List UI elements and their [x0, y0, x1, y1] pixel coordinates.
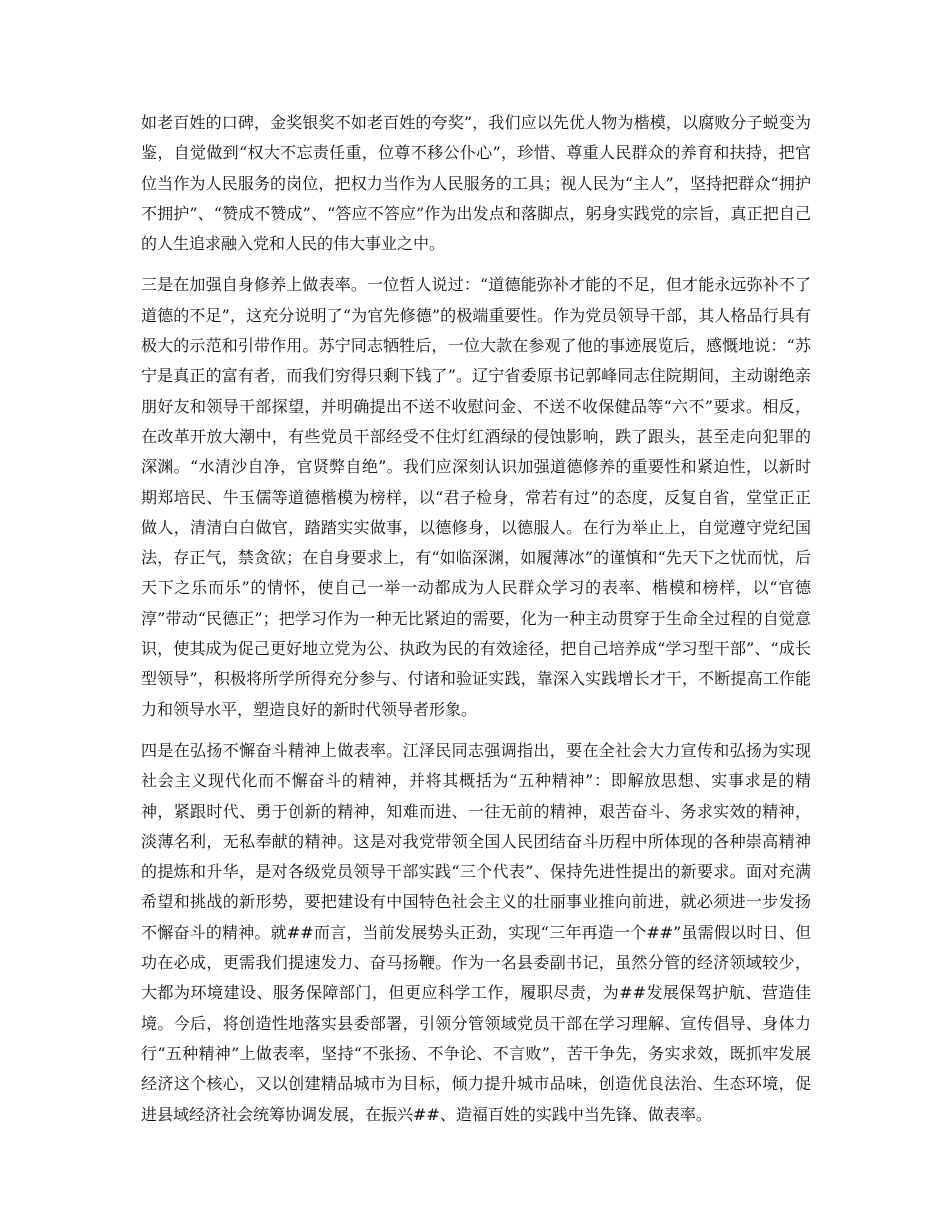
- paragraph-self-cultivation: 三是在加强自身修养上做表率。一位哲人说过：“道德能弥补才能的不足，但才能永远弥补不了道德的不足”，这充分说明了“为官先修德”的极端重要性。作为党员领导干部，其人格品行具有极大的示范和引带作用。苏宁同志牺牲后，一位大款在参观了他的事迹展览后，感慨地说：“苏宁是真正的富有者，而我们穷得只剩下钱了”。辽宁省委原书记郭峰同志住院期间，主动谢绝亲朋好友和领导干部探望，并明确提出不送不收慰问金、不送不收保健品等“六不”要求。相反，在改革开放大潮中，有些党员干部经受不住灯红酒绿的侵蚀影响，跌了跟头，甚至走向犯罪的深渊。“水清沙自净，官贤弊自绝”。我们应深刻认识加强道德修养的重要性和紧迫性，以新时期郑培民、牛玉儒等道德楷模为榜样，以“君子检身，常若有过”的态度，反复自省，堂堂正正做人，清清白白做官，踏踏实实做事，以德修身，以德服人。在行为举止上，自觉遵守党纪国法，存正气，禁贪欲；在自身要求上，有“如临深渊，如履薄冰”的谨慎和“先天下之忧而忧，后天下之乐而乐”的情怀，使自己一举一动都成为人民群众学习的表率、楷模和榜样，以“官德淳”带动“民德正”；把学习作为一种无比紧迫的需要，化为一种主动贯穿于生命全过程的自觉意识，使其成为促己更好地立党为公、执政为民的有效途径，把自己培养成“学习型干部”、“成长型领导”，积极将所学所得充分参与、付诸和验证实践，靠深入实践增长才干，不断提高工作能力和领导水平，塑造良好的新时代领导者形象。: [141, 275, 811, 719]
- paragraph-striving-spirit: 四是在弘扬不懈奋斗精神上做表率。江泽民同志强调指出，要在全社会大力宣传和弘扬为实现社会主义现代化而不懈奋斗的精神，并将其概括为“五种精神”：即解放思想、实事求是的精神，紧跟时代、勇于创新的精神，知难而进、一往无前的精神，艰苦奋斗、务求实效的精神，淡薄名利，无私奉献的精神。这是对我党带领全国人民团结奋斗历程中所体现的各种崇高精神的提炼和升华，是对各级党员领导干部实践“三个代表”、保持先进性提出的新要求。面对充满希望和挑战的新形势，要把建设有中国特色社会主义的壮丽事业推向前进，就必须进一步发扬不懈奋斗的精神。就##而言，当前发展势头正劲，实现“三年再造一个##”虽需假以时日、但功在必成，更需我们提速发力、奋马扬鞭。作为一名县委副书记，虽然分管的经济领域较少，大都为环境建设、服务保障部门，但更应科学工作，履职尽责，为##发展保驾护航、营造佳境。今后，将创造性地落实县委部署，引领分管领域党员干部在学习理解、宣传倡导、身体力行“五种精神”上做表率，坚持“不张扬、不争论、不言败”，苦干争先，务实求效，既抓牢发展经济这个核心，又以创建精品城市为目标，倾力提升城市品味，创造优良法治、生态环境，促进县域经济社会统筹协调发展，在振兴##、造福百姓的实践中当先锋、做表率。: [141, 740, 811, 1124]
- paragraph-continuation: 如老百姓的口碑，金奖银奖不如老百姓的夸奖”，我们应以先优人物为楷模，以腐败分子蜕变为鉴，自觉做到“权大不忘责任重，位尊不移公仆心”，珍惜、尊重人民群众的养育和扶持，把官位当作为人民服务的岗位，把权力当作为人民服务的工具；视人民为“主人”，坚持把群众“拥护不拥护”、“赞成不赞成”、“答应不答应”作为出发点和落脚点，躬身实践党的宗旨，真正把自己的人生追求融入党和人民的伟大事业之中。: [141, 113, 811, 254]
- document-page: [141, 108, 811, 1141]
